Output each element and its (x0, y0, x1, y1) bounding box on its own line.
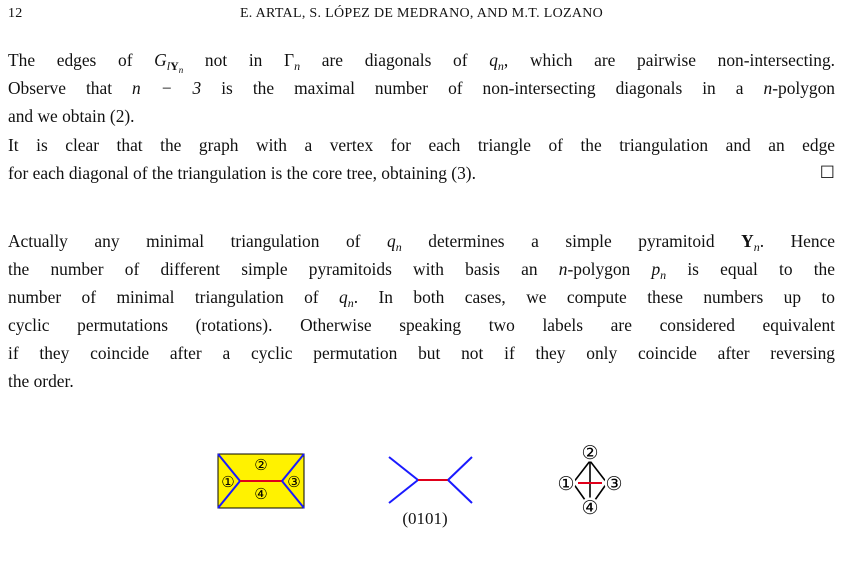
graph-node-4: ④ (581, 497, 599, 519)
running-head: E. ARTAL, S. LÓPEZ DE MEDRANO, AND M.T. LOZANO (239, 6, 604, 21)
page-number: 12 (8, 6, 23, 21)
paragraph-line: and we obtain (2). (8, 106, 135, 126)
graph-node-3: ③ (605, 473, 623, 495)
tree-label: (0101) (402, 509, 448, 528)
blue-edge (448, 457, 472, 480)
paragraph-line: Observe that n − 3 is the maximal number of non-intersecting diagonals in a n-polygon (8, 78, 835, 98)
paragraph-line: It is clear that the graph with a vertex for each triangle of the triangulation and an edge (8, 135, 835, 155)
triangle-label-1: ① (221, 473, 235, 491)
paragraph-line: if they coincide after a cyclic permutation but not if they only coincide after reversing (8, 343, 835, 363)
triangle-label-2: ② (254, 456, 268, 474)
paragraph-line: the order. (8, 371, 74, 391)
graph-node-2: ② (581, 442, 599, 464)
dual-graph (557, 442, 623, 519)
qed-symbol: ☐ (819, 163, 835, 183)
paragraph-line: number of minimal triangulation of $q_n$. In both cases, we compute these numbers up to (8, 287, 835, 310)
blue-edge (389, 457, 418, 480)
graph-edge (590, 461, 607, 483)
triangle-label-4: ④ (254, 485, 268, 503)
paragraph-line: cyclic permutations (rotations). Otherwise speaking two labels are considered equivalent (8, 315, 835, 335)
paragraph-line: The edges of $G_{lY_n}$ not in $\Gamma_n$ are diagonals of $q_n$, which are pairwise non-intersecting. (8, 50, 835, 74)
graph-edge (573, 461, 590, 483)
triangulated-rectangle (218, 454, 304, 508)
paragraph-line-text: for each diagonal of the triangulation is the core tree, obtaining (3). (8, 163, 476, 183)
paragraph-line: the number of different simple pyramitoids with basis an n-polygon $p_n$ is equal to the (8, 259, 835, 282)
blue-edge (389, 480, 418, 503)
triangle-label-3: ③ (287, 473, 301, 491)
graph-node-1: ① (557, 473, 575, 495)
core-tree (389, 457, 472, 503)
paragraph-line: Actually any minimal triangulation of $q_n$ determines a simple pyramitoid $Y_n$. Hence (8, 231, 835, 254)
blue-edge (448, 480, 472, 503)
